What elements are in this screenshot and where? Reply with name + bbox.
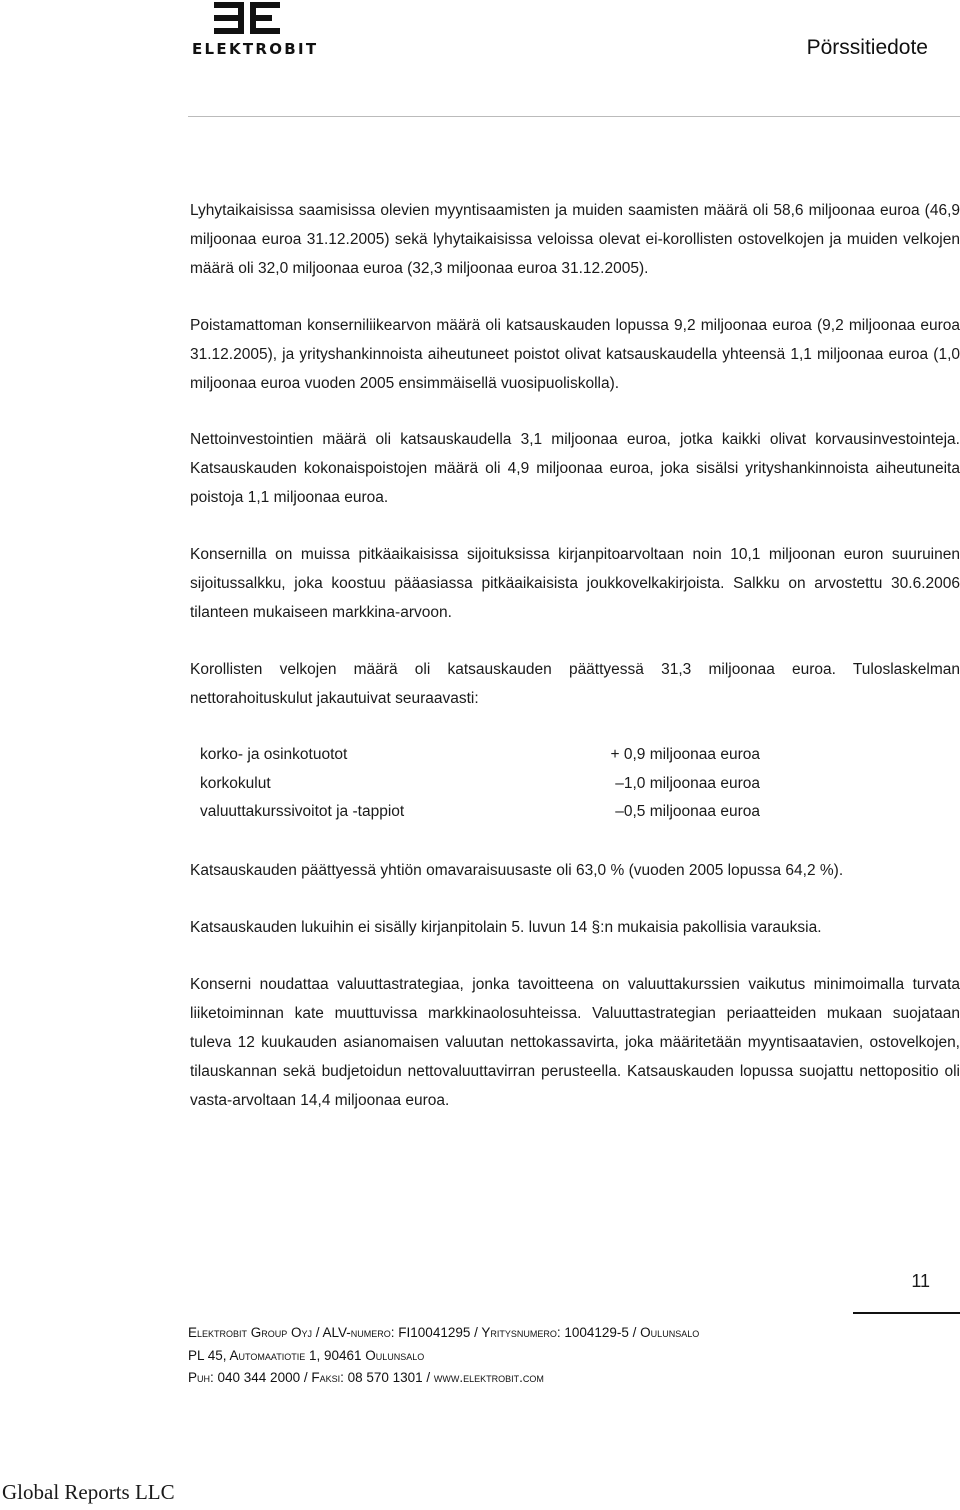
paragraph-equity-ratio: Katsauskauden päättyessä yhtiön omavaraisuusaste oli 63,0 % (vuoden 2005 lopussa 64,2 %).	[190, 862, 844, 879]
paragraph-interest-bearing-debt: Korollisten velkojen määrä oli katsauskauden päättyessä 31,3 miljoonaa euroa. Tuloslaskelman nettorahoituskulut jakautuivat seuraavasti:	[190, 661, 960, 707]
footer-divider	[853, 1312, 960, 1314]
document-type: Pörssitiedote	[806, 36, 928, 59]
item-amount: + 0,9 miljoonaa euroa	[610, 746, 760, 764]
footer-company-line: Elektrobit Group Oyj / ALV-numero: FI10041295 / Yritysnumero: 1004129-5 / Oulunsalo	[188, 1325, 700, 1340]
item-amount: –0,5 miljoonaa euroa	[615, 803, 760, 821]
company-logo-icon	[214, 0, 280, 38]
company-logo	[188, 0, 318, 66]
company-footer	[188, 1322, 699, 1390]
footer-contact-line: Puh: 040 344 2000 / Faksi: 08 570 1301 / www.elektrobit.com	[188, 1370, 544, 1385]
header-divider	[188, 116, 960, 117]
paragraph-portfolio: Konsernilla on muissa pitkäaikaisissa sijoituksissa kirjanpitoarvoltaan noin 10,1 miljoonan euron suuruinen sijoitussalkku, joka koostuu pääasiassa pitkäaikaisista joukkovelkakirjoista. Salkku on arvostettu 30.6.2006 tilanteen mukaiseen markkina-arvoon.	[190, 546, 960, 621]
paragraph-investments: Nettoinvestointien määrä oli katsauskaudella 3,1 miljoonaa euroa, jotka kaikki olivat korvausinvestointeja. Katsauskauden kokonaispoistojen määrä oli 4,9 miljoonaa euroa, joka sisälsi yrityshankinnoista aiheutuneita poistoja 1,1 miljoonaa euroa.	[190, 431, 960, 506]
watermark: Global Reports LLC	[2, 1480, 175, 1504]
paragraph-receivables: Lyhytaikaisissa saamisissa olevien myyntisaamisten ja muiden saamisten määrä oli 58,6 miljoonaa euroa (46,9 miljoonaa euroa 31.12.2005) sekä lyhytaikaisissa veloissa olevat ei-korollisten ostovelkojen ja muiden velkojen määrä oli 32,0 miljoonaa euroa (32,3 miljoonaa euroa 31.12.2005).	[190, 202, 960, 277]
paragraph-goodwill: Poistamattoman konserniliikearvon määrä oli katsauskauden lopussa 9,2 miljoonaa euroa (9,2 miljoonaa euroa 31.12.2005), ja yrityshankinnoista aiheutuneet poistot olivat katsauskaudella yhteensä 1,1 miljoonaa euroa (1,0 miljoonaa euroa vuoden 2005 ensimmäisellä vuosipuoliskolla).	[190, 317, 960, 392]
table-row	[200, 741, 760, 770]
company-logo-text: ELEKTROBIT	[192, 40, 319, 58]
paragraph-provisions: Katsauskauden lukuihin ei sisälly kirjanpitolain 5. luvun 14 §:n mukaisia pakollisia varauksia.	[190, 919, 822, 936]
table-row	[200, 770, 760, 799]
paragraph-currency-strategy: Konserni noudattaa valuuttastrategiaa, jonka tavoitteena on valuuttakurssien vaikutus minimoimalla turvata liiketoiminnan kate muuttuvissa markkinaolosuhteissa. Valuuttastrategian periaatteiden mukaan suojataan tuleva 12 kuukauden asianomaisen valuutan nettokassavirta, joka määritetään myyntisaatavien, ostovelkojen, tilauskannan sekä budjetoidun nettovaluuttavirran perusteella. Katsauskauden lopussa suojattu nettopositio oli vasta-arvoltaan 14,4 miljoonaa euroa.	[190, 976, 960, 1109]
item-label: korkokulut	[200, 774, 271, 792]
net-financial-items-table	[200, 741, 760, 827]
item-label: valuuttakurssivoitot ja -tappiot	[200, 803, 405, 821]
item-label: korko- ja osinkotuotot	[200, 746, 348, 764]
footer-address-line: PL 45, Automaatiotie 1, 90461 Oulunsalo	[188, 1347, 425, 1363]
item-amount: –1,0 miljoonaa euroa	[615, 774, 760, 792]
table-row	[200, 798, 760, 827]
page-number: 11	[911, 1271, 930, 1291]
